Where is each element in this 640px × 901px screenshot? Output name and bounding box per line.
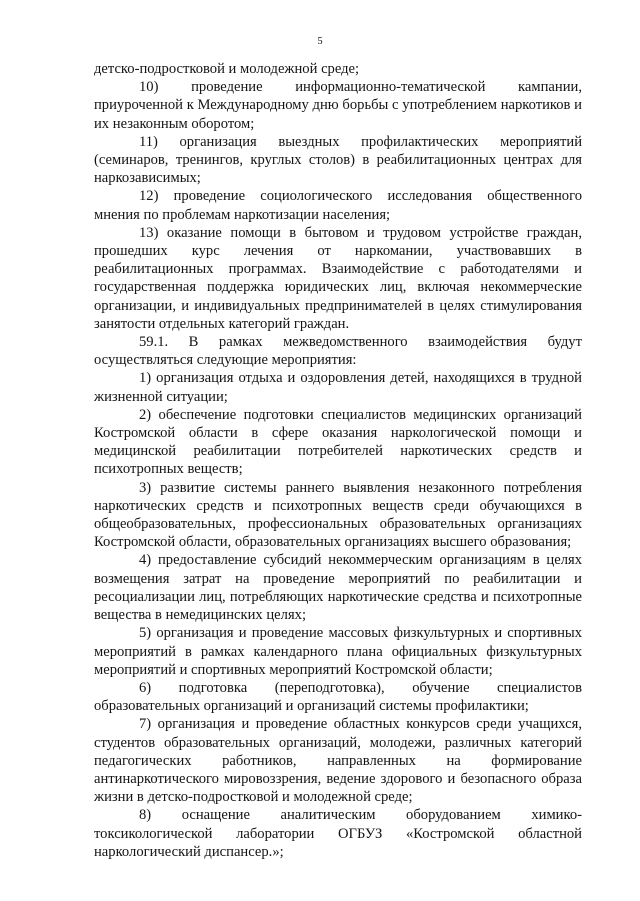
measure-item-8: 8) оснащение аналитическим оборудованием химико-токсикологической лаборатории ОГБУЗ «Костромской областной наркологический диспансер.»; (94, 807, 582, 860)
measure-item-3: 3) развитие системы раннего выявления незаконного потребления наркотических средств и психотропных веществ среди обучающихся в общеобразовательных, профессиональных образовательных организациях Костромской области, образовательных организациях высшего образования; (94, 479, 582, 551)
paragraph-continuation: детско-подростковой и молодежной среде; (94, 61, 360, 77)
list-item-10: 10) проведение информационно-тематической кампании, приуроченной к Международному дню борьбы с употреблением наркотиков и их незаконным оборотом; (94, 79, 582, 132)
document-body (94, 60, 582, 861)
measure-item-1: 1) организация отдыха и оздоровления детей, находящихся в трудной жизненной ситуации; (94, 370, 582, 405)
measure-item-5: 5) организация и проведение массовых физкультурных и спортивных мероприятий в рамках календарного плана официальных физкультурных мероприятий и спортивных мероприятий Костромской области; (94, 625, 582, 678)
list-item-11: 11) организация выездных профилактических мероприятий (семинаров, тренингов, круглых столов) в реабилитационных центрах для наркозависимых; (94, 133, 582, 187)
section-59-1: 59.1. В рамках межведомственного взаимодействия будут осуществляться следующие мероприятия: (94, 334, 582, 369)
measure-item-2: 2) обеспечение подготовки специалистов медицинских организаций Костромской области в сфере оказания наркологической помощи и медицинской реабилитации потребителей наркотических средств и психотропных веществ; (94, 406, 582, 478)
measure-item-6: 6) подготовка (переподготовка), обучение специалистов образовательных организаций и организаций системы профилактики; (94, 679, 582, 715)
list-item-12: 12) проведение социологического исследования общественного мнения по проблемам наркотизации населения; (94, 188, 582, 223)
list-item-13: 13) оказание помощи в бытовом и трудовом устройстве граждан, прошедших курс лечения от наркомании, участвовавших в реабилитационных программах. Взаимодействие с работодателями и государственная поддержка юридических лиц, включая некоммерческие организации, и индивидуальных предпринимателей в целях стимулирования занятости отдельных категорий граждан. (94, 224, 582, 332)
measure-item-7: 7) организация и проведение областных конкурсов среди учащихся, студентов образовательных организаций, молодежи, различных категорий педагогических работников, направленных на формирование антинаркотического мировоззрения, ведение здорового и безопасного образа жизни в детско-подростковой и молодежной среде; (94, 716, 582, 806)
measure-item-4: 4) предоставление субсидий некоммерческим организациям в целях возмещения затрат на проведение мероприятий по реабилитации и ресоциализации лиц, потребляющих наркотические средства и психотропные вещества в немедицинских целях; (94, 552, 582, 624)
page-number: 5 (317, 36, 323, 47)
